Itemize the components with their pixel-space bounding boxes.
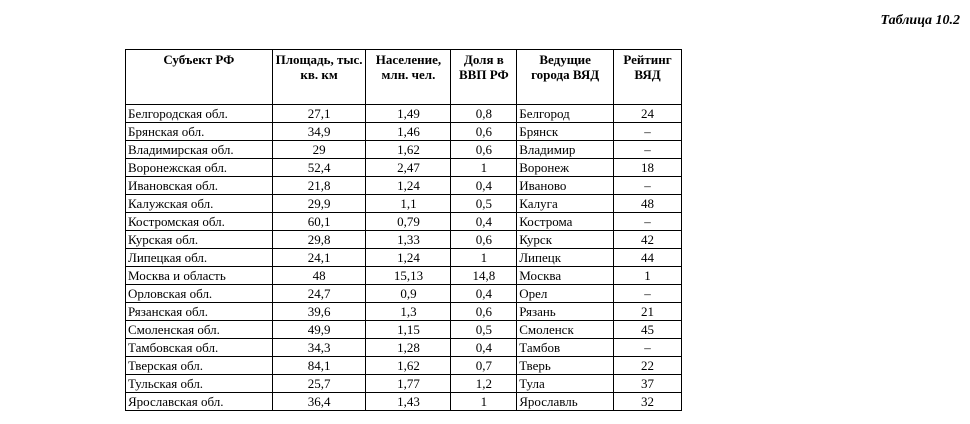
table-row — [126, 123, 682, 141]
cell-rating: 42 — [614, 231, 682, 249]
cell-city: Ярославль — [517, 393, 614, 411]
cell-area: 21,8 — [272, 177, 366, 195]
cell-city: Иваново — [517, 177, 614, 195]
cell-area: 49,9 — [272, 321, 366, 339]
cell-gdp-share: 1 — [451, 159, 517, 177]
cell-rating: 18 — [614, 159, 682, 177]
cell-city: Рязань — [517, 303, 614, 321]
cell-area: 84,1 — [272, 357, 366, 375]
cell-area: 29 — [272, 141, 366, 159]
cell-rating: – — [614, 285, 682, 303]
header-gdp-share: Доля в ВВП РФ — [451, 50, 517, 105]
cell-gdp-share: 0,4 — [451, 177, 517, 195]
table-row — [126, 231, 682, 249]
cell-city: Смоленск — [517, 321, 614, 339]
table-caption: Таблица 10.2 — [880, 13, 960, 28]
cell-subject: Воронежская обл. — [126, 159, 273, 177]
cell-area: 27,1 — [272, 105, 366, 123]
cell-population: 1,62 — [366, 141, 451, 159]
cell-gdp-share: 1 — [451, 249, 517, 267]
cell-gdp-share: 14,8 — [451, 267, 517, 285]
table-row — [126, 321, 682, 339]
cell-subject: Ивановская обл. — [126, 177, 273, 195]
cell-gdp-share: 1 — [451, 393, 517, 411]
cell-population: 1,3 — [366, 303, 451, 321]
cell-city: Калуга — [517, 195, 614, 213]
cell-area: 29,8 — [272, 231, 366, 249]
cell-rating: 24 — [614, 105, 682, 123]
cell-rating: 22 — [614, 357, 682, 375]
cell-rating: 45 — [614, 321, 682, 339]
cell-rating: 32 — [614, 393, 682, 411]
cell-population: 1,28 — [366, 339, 451, 357]
regions-table — [125, 49, 682, 411]
cell-city: Липецк — [517, 249, 614, 267]
cell-subject: Брянская обл. — [126, 123, 273, 141]
cell-population: 2,47 — [366, 159, 451, 177]
cell-subject: Ярославская обл. — [126, 393, 273, 411]
cell-population: 0,79 — [366, 213, 451, 231]
cell-city: Тверь — [517, 357, 614, 375]
cell-population: 1,49 — [366, 105, 451, 123]
cell-city: Белгород — [517, 105, 614, 123]
cell-subject: Белгородская обл. — [126, 105, 273, 123]
cell-population: 1,24 — [366, 177, 451, 195]
cell-gdp-share: 0,4 — [451, 285, 517, 303]
cell-area: 34,9 — [272, 123, 366, 141]
cell-city: Владимир — [517, 141, 614, 159]
cell-rating: – — [614, 339, 682, 357]
table-row — [126, 267, 682, 285]
cell-gdp-share: 0,7 — [451, 357, 517, 375]
cell-population: 15,13 — [366, 267, 451, 285]
table-row — [126, 357, 682, 375]
cell-gdp-share: 0,5 — [451, 321, 517, 339]
cell-city: Брянск — [517, 123, 614, 141]
cell-rating: – — [614, 141, 682, 159]
table-row — [126, 195, 682, 213]
cell-gdp-share: 0,6 — [451, 303, 517, 321]
cell-subject: Липецкая обл. — [126, 249, 273, 267]
table-row — [126, 141, 682, 159]
cell-subject: Рязанская обл. — [126, 303, 273, 321]
header-rating: Рейтинг ВЯД — [614, 50, 682, 105]
cell-rating: 21 — [614, 303, 682, 321]
cell-city: Тамбов — [517, 339, 614, 357]
cell-area: 52,4 — [272, 159, 366, 177]
cell-gdp-share: 0,5 — [451, 195, 517, 213]
cell-subject: Тверская обл. — [126, 357, 273, 375]
table-row — [126, 213, 682, 231]
cell-population: 1,33 — [366, 231, 451, 249]
cell-gdp-share: 0,4 — [451, 339, 517, 357]
cell-rating: – — [614, 123, 682, 141]
cell-gdp-share: 1,2 — [451, 375, 517, 393]
cell-gdp-share: 0,6 — [451, 231, 517, 249]
cell-city: Тула — [517, 375, 614, 393]
cell-area: 25,7 — [272, 375, 366, 393]
table-row — [126, 375, 682, 393]
cell-area: 48 — [272, 267, 366, 285]
cell-population: 0,9 — [366, 285, 451, 303]
cell-area: 39,6 — [272, 303, 366, 321]
cell-subject: Тамбовская обл. — [126, 339, 273, 357]
cell-subject: Калужская обл. — [126, 195, 273, 213]
cell-population: 1,46 — [366, 123, 451, 141]
cell-city: Кострома — [517, 213, 614, 231]
cell-population: 1,15 — [366, 321, 451, 339]
cell-rating: 37 — [614, 375, 682, 393]
cell-rating: – — [614, 177, 682, 195]
cell-area: 29,9 — [272, 195, 366, 213]
table-row — [126, 393, 682, 411]
cell-subject: Смоленская обл. — [126, 321, 273, 339]
cell-area: 24,1 — [272, 249, 366, 267]
cell-rating: 48 — [614, 195, 682, 213]
cell-population: 1,43 — [366, 393, 451, 411]
cell-gdp-share: 0,8 — [451, 105, 517, 123]
cell-subject: Владимирская обл. — [126, 141, 273, 159]
cell-area: 60,1 — [272, 213, 366, 231]
table-row — [126, 339, 682, 357]
cell-population: 1,24 — [366, 249, 451, 267]
table-row — [126, 285, 682, 303]
table-row — [126, 303, 682, 321]
cell-subject: Костромская обл. — [126, 213, 273, 231]
cell-rating: 1 — [614, 267, 682, 285]
header-subject: Субъект РФ — [126, 50, 273, 105]
table-row — [126, 159, 682, 177]
cell-population: 1,62 — [366, 357, 451, 375]
cell-area: 36,4 — [272, 393, 366, 411]
cell-subject: Москва и область — [126, 267, 273, 285]
cell-city: Курск — [517, 231, 614, 249]
cell-city: Воронеж — [517, 159, 614, 177]
cell-rating: – — [614, 213, 682, 231]
cell-rating: 44 — [614, 249, 682, 267]
header-row — [126, 50, 682, 105]
cell-subject: Курская обл. — [126, 231, 273, 249]
table-row — [126, 177, 682, 195]
cell-gdp-share: 0,6 — [451, 141, 517, 159]
header-population: Население, млн. чел. — [366, 50, 451, 105]
cell-area: 24,7 — [272, 285, 366, 303]
cell-city: Москва — [517, 267, 614, 285]
table-row — [126, 249, 682, 267]
cell-subject: Тульская обл. — [126, 375, 273, 393]
header-leading-cities: Ведущие города ВЯД — [517, 50, 614, 105]
cell-area: 34,3 — [272, 339, 366, 357]
cell-city: Орел — [517, 285, 614, 303]
cell-gdp-share: 0,4 — [451, 213, 517, 231]
cell-population: 1,77 — [366, 375, 451, 393]
table-row — [126, 105, 682, 123]
cell-gdp-share: 0,6 — [451, 123, 517, 141]
cell-population: 1,1 — [366, 195, 451, 213]
header-area: Площадь, тыс. кв. км — [272, 50, 366, 105]
cell-subject: Орловская обл. — [126, 285, 273, 303]
